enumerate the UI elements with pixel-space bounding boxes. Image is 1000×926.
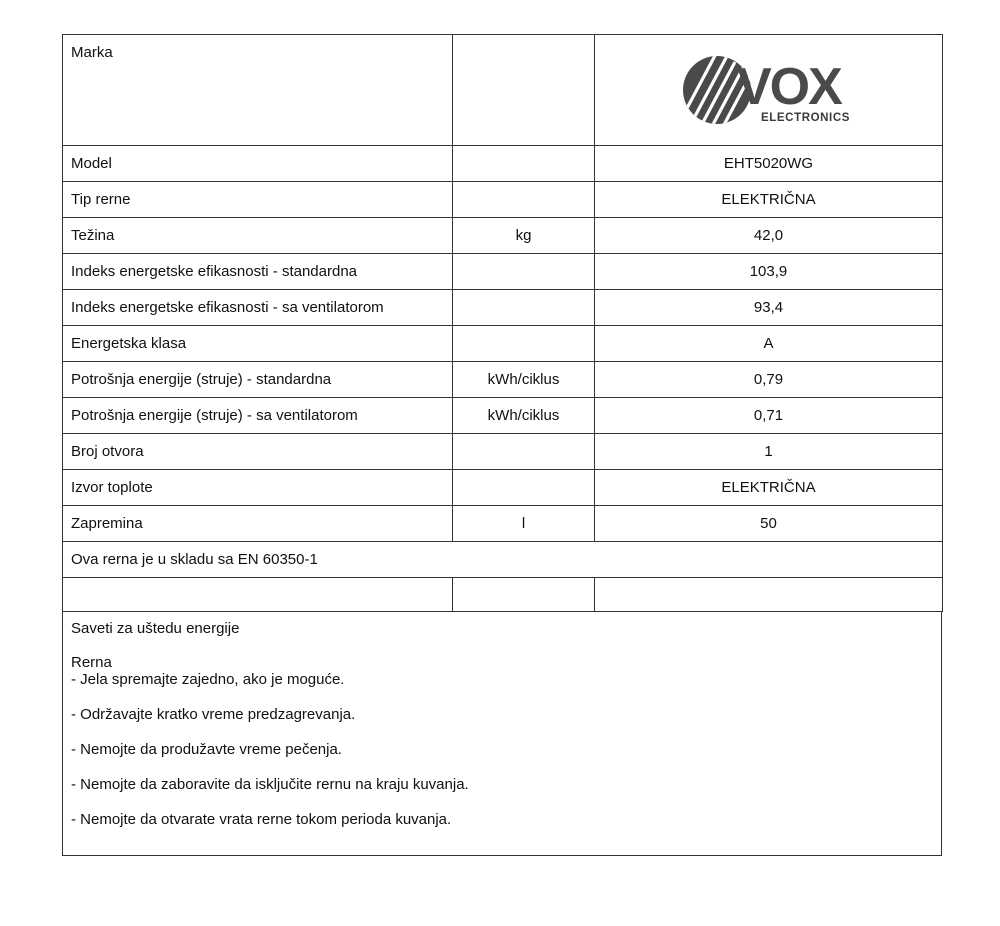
row-label: Tip rerne [63,182,453,218]
tip-item: - Nemojte da zaboravite da isključite rernu na kraju kuvanja. [71,776,469,793]
table-row [63,398,943,434]
row-value: ELEKTRIČNA [595,182,943,218]
row-unit [453,290,595,326]
table-row [63,362,943,398]
row-value: 0,71 [595,398,943,434]
compliance-note: Ova rerna je u skladu sa EN 60350-1 [63,542,943,578]
table-row [63,470,943,506]
row-unit: kWh/ciklus [453,398,595,434]
row-unit [453,434,595,470]
row-unit: l [453,506,595,542]
energy-tips-box [62,612,942,856]
blank-cell [595,578,943,612]
row-label: Model [63,146,453,182]
row-unit [453,146,595,182]
row-unit [453,254,595,290]
row-unit: kWh/ciklus [453,362,595,398]
table-row [63,146,943,182]
tip-item: - Jela spremajte zajedno, ako je moguće. [71,671,345,688]
row-value: 0,79 [595,362,943,398]
row-label: Zapremina [63,506,453,542]
row-label: Indeks energetske efikasnosti - sa ventilatorom [63,290,453,326]
brand-label: Marka [63,35,453,146]
row-value: A [595,326,943,362]
table-row [63,254,943,290]
row-value: EHT5020WG [595,146,943,182]
row-label: Broj otvora [63,434,453,470]
row-value: ELEKTRIČNA [595,470,943,506]
row-unit [453,470,595,506]
compliance-row [63,542,943,578]
row-label: Težina [63,218,453,254]
tips-title: Saveti za uštedu energije [71,620,240,637]
row-value: 1 [595,434,943,470]
table-row [63,434,943,470]
brand-unit [453,35,595,146]
logo-subtitle: ELECTRONICS [760,112,850,124]
tip-item: - Održavajte kratko vreme predzagrevanja. [71,706,356,723]
tips-section-title: Rerna [71,654,112,671]
product-fiche [62,34,942,856]
blank-cell [63,578,453,612]
row-label: Potrošnja energije (struje) - standardna [63,362,453,398]
row-label: Energetska klasa [63,326,453,362]
row-label: Indeks energetske efikasnosti - standardna [63,254,453,290]
tip-item: - Nemojte da otvarate vrata rerne tokom perioda kuvanja. [71,811,452,828]
table-row [63,182,943,218]
tip-item: - Nemojte da produžavte vreme pečenja. [71,741,342,758]
table-row [63,326,943,362]
logo-wordmark: VOX [736,58,841,116]
row-value: 50 [595,506,943,542]
row-label: Izvor toplote [63,470,453,506]
table-row [63,218,943,254]
table-row [63,290,943,326]
blank-cell [453,578,595,612]
row-label: Potrošnja energije (struje) - sa ventilatorom [63,398,453,434]
row-value: 42,0 [595,218,943,254]
table-row [63,506,943,542]
brand-logo-cell [595,35,943,146]
spec-table [62,34,943,612]
row-value: 103,9 [595,254,943,290]
blank-row [63,578,943,612]
row-unit [453,326,595,362]
vox-logo [679,52,859,128]
row-unit: kg [453,218,595,254]
row-unit [453,182,595,218]
row-value: 93,4 [595,290,943,326]
brand-row [63,35,943,146]
